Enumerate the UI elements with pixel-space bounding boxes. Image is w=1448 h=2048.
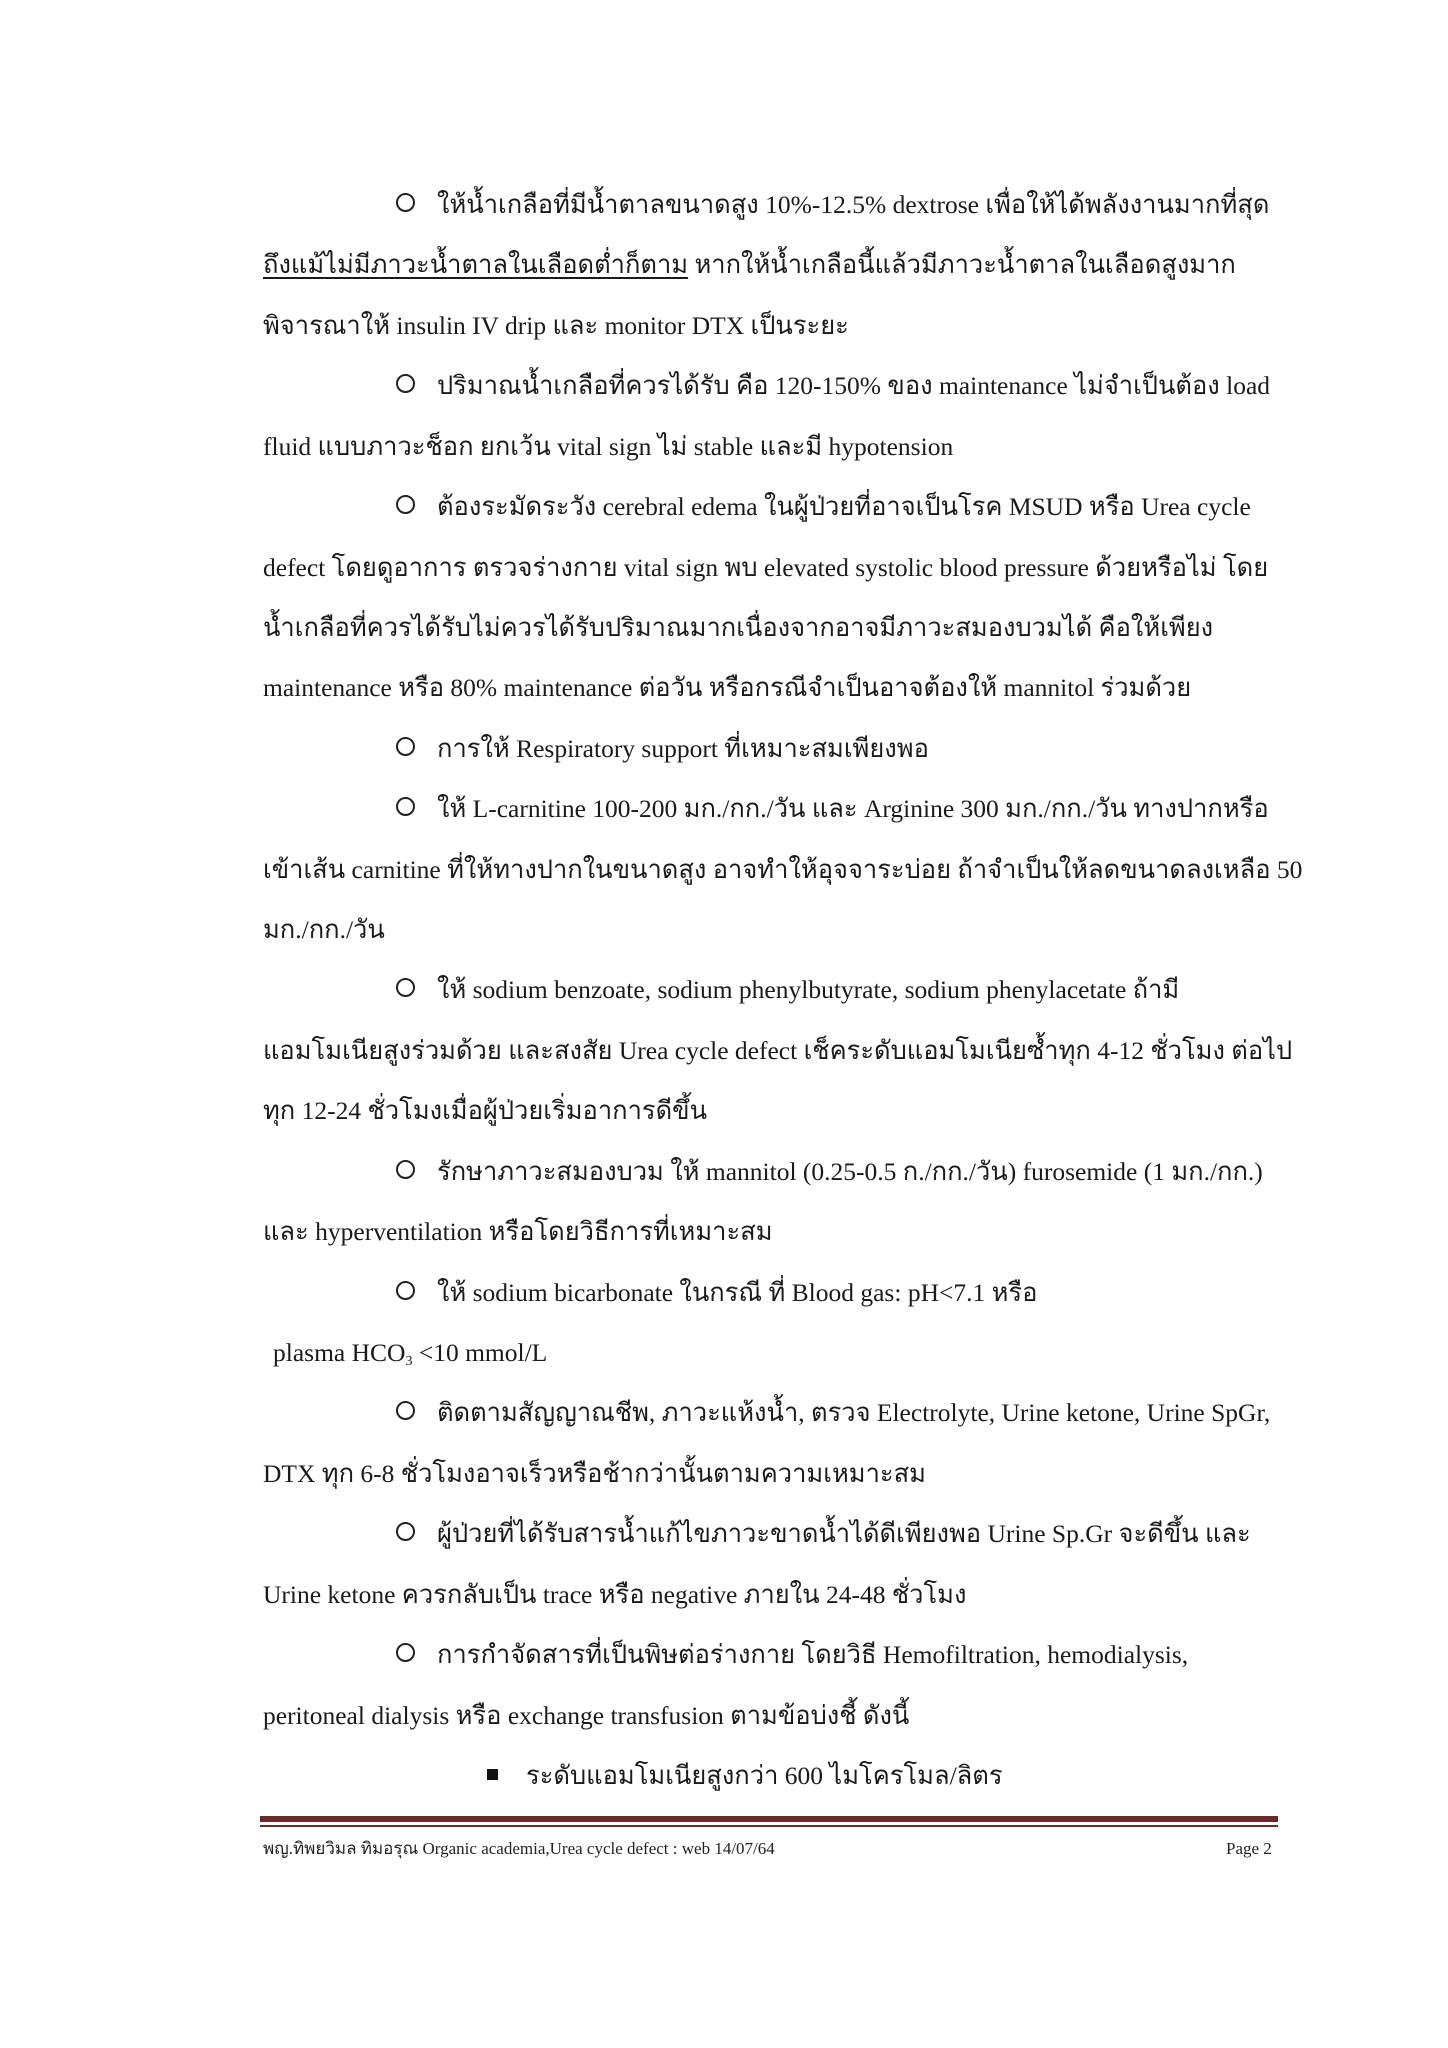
paragraph-3-line-1 xyxy=(396,490,1251,524)
paragraph-10-line-2: Urine ketone ควรกลับเป็น trace หรือ negative ภายใน 24-48 ชั่วโมง xyxy=(263,1580,967,1609)
paragraph-6-line-3: ทุก 12-24 ชั่วโมงเมื่อผู้ป่วยเริ่มอาการดีขึ้น xyxy=(263,1096,708,1125)
paragraph-1-line-1 xyxy=(396,188,1269,222)
footer-divider xyxy=(260,1816,1278,1822)
underlined-text: ถึงแม้ไม่มีภาวะน้ำตาลในเลือดต่ำก็ตาม xyxy=(263,250,689,279)
square-bullet-icon xyxy=(487,1769,498,1780)
paragraph-11-line-1 xyxy=(396,1638,1188,1672)
circle-bullet-icon xyxy=(396,978,415,997)
paragraph-2-line-1 xyxy=(396,369,1270,403)
sub-item-1 xyxy=(487,1759,1003,1793)
text: ต้องระมัดระวัง cerebral edema ในผู้ป่วยที่อาจเป็นโรค MSUD หรือ Urea cycle xyxy=(437,492,1251,521)
paragraph-5-line-2: เข้าเส้น carnitine ที่ให้ทางปากในขนาดสูง อาจทำให้อุจจาระบ่อย ถ้าจำเป็นให้ลดขนาดลงเหลือ 50 xyxy=(263,855,1303,884)
text: ให้น้ำเกลือที่มีน้ำตาลขนาดสูง 10%-12.5% dextrose เพื่อให้ได้พลังงานมากที่สุด xyxy=(437,190,1270,219)
circle-bullet-icon xyxy=(396,737,415,756)
paragraph-3-line-4: maintenance หรือ 80% maintenance ต่อวัน หรือกรณีจำเป็นอาจต้องให้ mannitol ร่วมด้วย xyxy=(263,673,1192,702)
paragraph-3-line-3: น้ำเกลือที่ควรได้รับไม่ควรได้รับปริมาณมากเนื่องจากอาจมีภาวะสมองบวมได้ คือให้เพียง xyxy=(263,613,1214,642)
text: ผู้ป่วยที่ได้รับสารน้ำแก้ไขภาวะขาดน้ำได้ดีเพียงพอ Urine Sp.Gr จะดีขึ้น และ xyxy=(437,1519,1251,1548)
text: การกำจัดสารที่เป็นพิษต่อร่างกาย โดยวิธี Hemofiltration, hemodialysis, xyxy=(437,1640,1189,1669)
text: ระดับแอมโมเนียสูงกว่า 600 ไมโครโมล/ลิตร xyxy=(526,1761,1003,1790)
circle-bullet-icon xyxy=(396,1160,415,1179)
circle-bullet-icon xyxy=(396,1401,415,1420)
paragraph-8-line-1 xyxy=(396,1276,1037,1310)
text: ให้ L-carnitine 100-200 มก./กก./วัน และ Arginine 300 มก./กก./วัน ทางปากหรือ xyxy=(437,794,1269,823)
circle-bullet-icon xyxy=(396,1643,415,1662)
circle-bullet-icon xyxy=(396,1522,415,1541)
paragraph-11-line-2: peritoneal dialysis หรือ exchange transfusion ตามข้อบ่งชี้ ดังนี้ xyxy=(263,1701,910,1730)
page-number: Page 2 xyxy=(1226,1839,1272,1858)
paragraph-10-line-1 xyxy=(396,1517,1251,1551)
text: plasma HCO xyxy=(273,1338,406,1367)
paragraph-1-line-2 xyxy=(263,248,1236,282)
text: ให้ sodium benzoate, sodium phenylbutyrate, sodium phenylacetate ถ้ามี xyxy=(437,975,1180,1004)
circle-bullet-icon xyxy=(396,193,415,212)
paragraph-5-line-1 xyxy=(396,792,1269,826)
text: ติดตามสัญญาณชีพ, ภาวะแห้งน้ำ, ตรวจ Electrolyte, Urine ketone, Urine SpGr, xyxy=(437,1398,1271,1427)
paragraph-4-line-1 xyxy=(396,732,929,766)
text: ให้ sodium bicarbonate ในกรณี ที่ Blood gas: pH<7.1 หรือ xyxy=(437,1278,1038,1307)
paragraph-9-line-1 xyxy=(396,1396,1270,1430)
paragraph-2-line-2: fluid แบบภาวะช็อก ยกเว้น vital sign ไม่ stable และมี hypotension xyxy=(263,432,954,461)
circle-bullet-icon xyxy=(396,374,415,393)
paragraph-7-line-2: และ hyperventilation หรือโดยวิธีการที่เหมาะสม xyxy=(263,1217,773,1246)
paragraph-9-line-2: DTX ทุก 6-8 ชั่วโมงอาจเร็วหรือช้ากว่านั้นตามความเหมาะสม xyxy=(263,1459,926,1488)
paragraph-1-line-3: พิจารณาให้ insulin IV drip และ monitor DTX เป็นระยะ xyxy=(263,311,849,340)
circle-bullet-icon xyxy=(396,495,415,514)
paragraph-3-line-2: defect โดยดูอาการ ตรวจร่างกาย vital sign พบ elevated systolic blood pressure ด้วยหรือไม่ โดย xyxy=(263,553,1269,582)
paragraph-5-line-3: มก./กก./วัน xyxy=(263,915,385,944)
footer-divider-thin xyxy=(260,1825,1278,1827)
text: <10 mmol/L xyxy=(412,1338,548,1367)
subscript: 3 xyxy=(405,1354,413,1369)
paragraph-8-line-2 xyxy=(273,1336,547,1379)
text: หากให้น้ำเกลือนี้แล้วมีภาวะน้ำตาลในเลือดสูงมาก xyxy=(688,250,1236,279)
paragraph-6-line-2: แอมโมเนียสูงร่วมด้วย และสงสัย Urea cycle defect เช็คระดับแอมโมเนียซ้ำทุก 4-12 ชั่วโมง ต่อไป xyxy=(263,1036,1293,1065)
paragraph-7-line-1 xyxy=(396,1155,1263,1189)
text: การให้ Respiratory support ที่เหมาะสมเพียงพอ xyxy=(437,734,929,763)
circle-bullet-icon xyxy=(396,1281,415,1300)
text: รักษาภาวะสมองบวม ให้ mannitol (0.25-0.5 ก./กก./วัน) furosemide (1 มก./กก.) xyxy=(437,1157,1263,1186)
text: ปริมาณน้ำเกลือที่ควรได้รับ คือ 120-150% ของ maintenance ไม่จำเป็นต้อง load xyxy=(437,371,1271,400)
paragraph-6-line-1 xyxy=(396,973,1179,1007)
footer-text: พญ.ทิพยวิมล ทิมอรุณ Organic academia,Urea cycle defect : web 14/07/64 xyxy=(263,1839,775,1858)
circle-bullet-icon xyxy=(396,797,415,816)
